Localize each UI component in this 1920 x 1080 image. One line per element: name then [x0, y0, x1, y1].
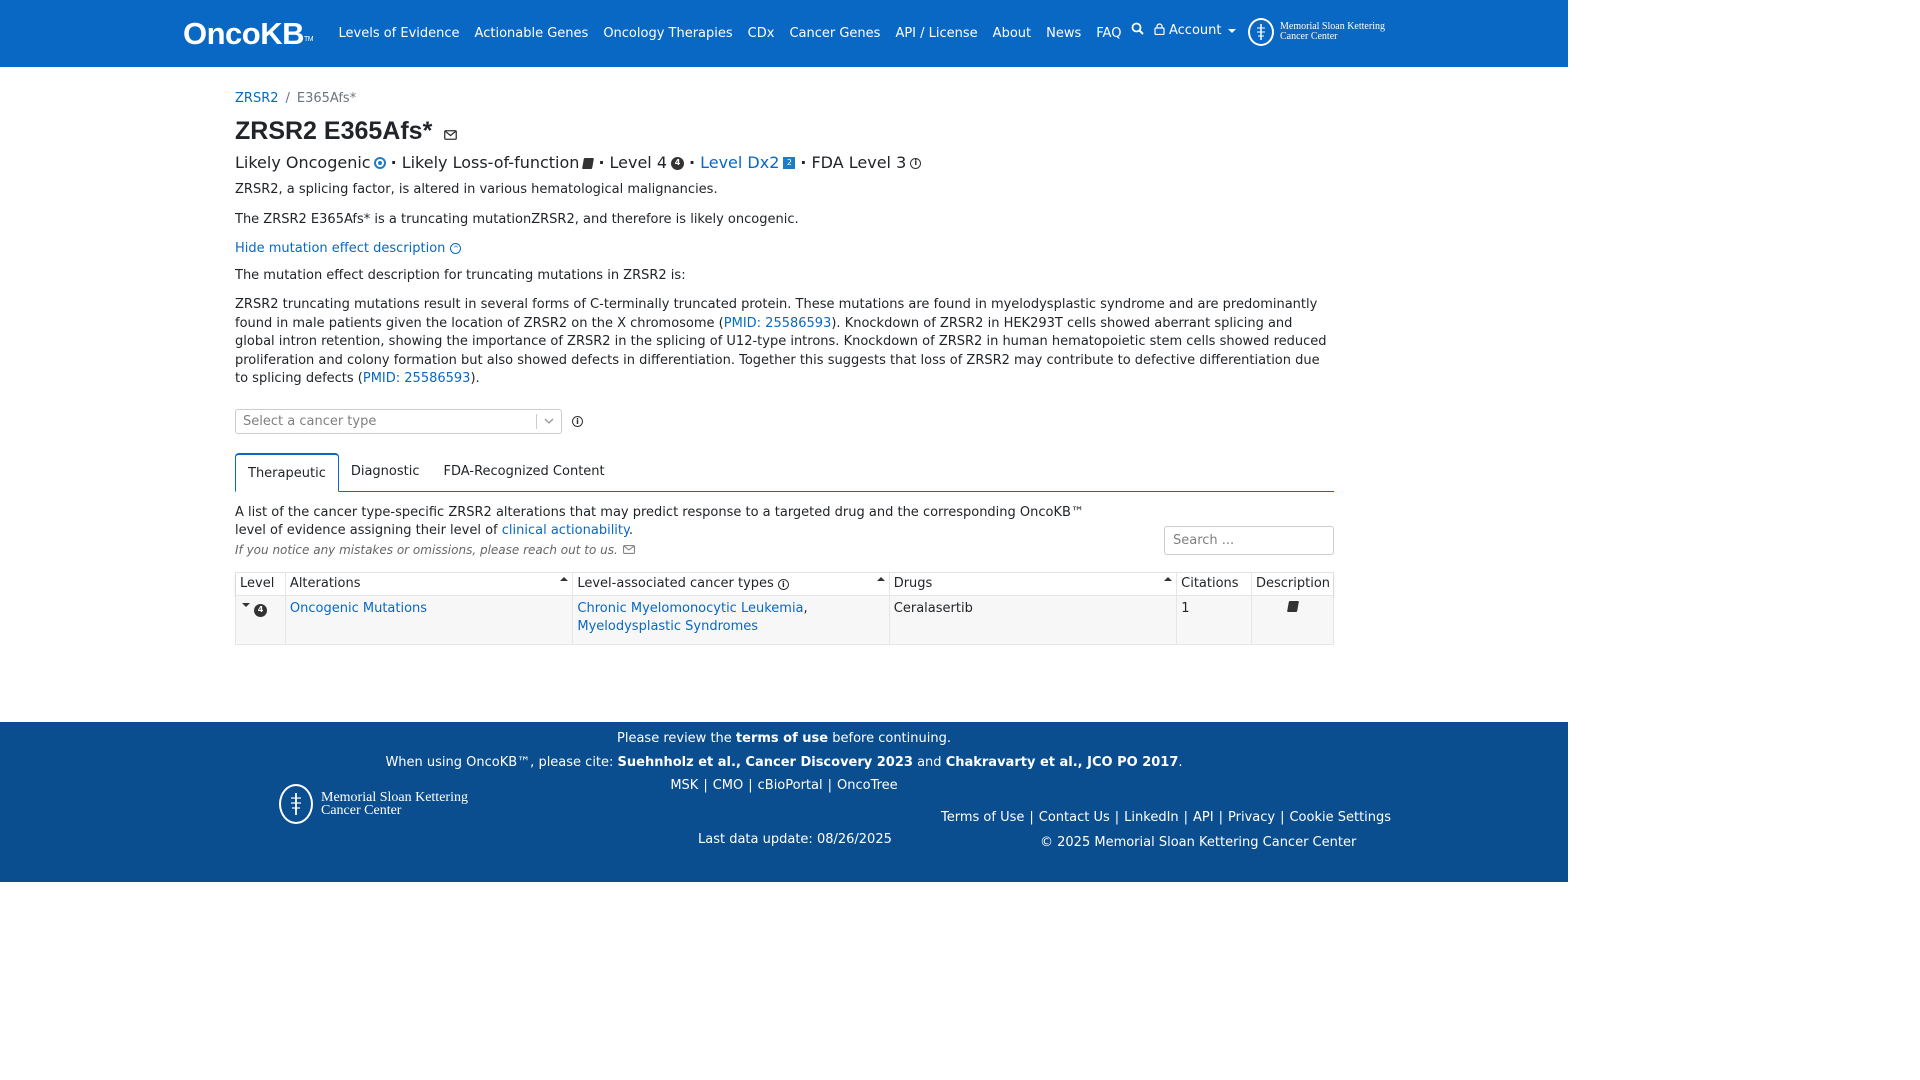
caret-down-icon: [1228, 29, 1236, 33]
info-icon[interactable]: i: [572, 416, 583, 427]
hide-mutation-effect-toggle[interactable]: Hide mutation effect description ^: [235, 241, 1334, 256]
msk-header-logo[interactable]: [1248, 18, 1385, 46]
column-header-alterations[interactable]: Alterations: [286, 573, 573, 595]
msk-footer-logo[interactable]: [279, 784, 468, 824]
clinical-actionability-link[interactable]: clinical actionability: [501, 523, 629, 539]
nav-news[interactable]: News: [1046, 26, 1082, 41]
footer-link-api[interactable]: API: [1193, 810, 1214, 825]
footer-right-links: Terms of Use | Contact Us | LinkedIn | API | Privacy | Cookie Settings: [941, 810, 1392, 825]
alteration-cell: [286, 596, 573, 644]
cancer-type-link[interactable]: Myelodysplastic Syndromes: [577, 619, 759, 635]
msk-footer-text: Memorial Sloan Kettering Cancer Center: [321, 790, 468, 818]
therapeutic-table: [235, 572, 1334, 645]
account-menu[interactable]: [1154, 23, 1236, 39]
msk-emblem-icon: [1248, 18, 1274, 46]
nav-cdx[interactable]: CDx: [747, 26, 775, 41]
table-row: [236, 596, 1333, 644]
cancer-type-link[interactable]: Chronic Myelomonocytic Leukemia: [577, 600, 804, 616]
gene-summary: ZRSR2, a splicing factor, is altered in various hematological malignancies.: [235, 182, 718, 198]
msk-header-text: Memorial Sloan Kettering Cancer Center: [1280, 21, 1385, 42]
breadcrumb: [235, 89, 1334, 109]
chevron-down-icon: [536, 414, 554, 429]
citation-link-suehnholz[interactable]: Suehnholz et al., Cancer Discovery 2023: [617, 755, 913, 770]
book-icon[interactable]: [582, 158, 594, 169]
feedback-note: If you notice any mistakes or omissions, please reach out to us.: [235, 543, 1334, 557]
book-icon[interactable]: [1287, 601, 1299, 612]
citation-link-chakravarty[interactable]: Chakravarty et al., JCO PO 2017: [945, 755, 1179, 770]
last-data-update: Last data update: 08/26/2025: [698, 832, 892, 847]
sort-asc-icon: [560, 577, 568, 581]
description-cell: [1252, 596, 1333, 644]
fda-level-label: FDA Level 3: [811, 153, 907, 173]
footer-link-cookie-settings[interactable]: Cookie Settings: [1289, 810, 1392, 825]
tab-intro: [235, 504, 1334, 561]
info-icon[interactable]: i: [910, 158, 921, 169]
top-navbar: [0, 0, 1568, 67]
breadcrumb-separator: /: [285, 91, 290, 106]
breadcrumb-gene-link[interactable]: ZRSR2: [235, 91, 279, 106]
search-icon[interactable]: [1131, 22, 1144, 39]
tab-therapeutic[interactable]: Therapeutic: [235, 453, 339, 492]
column-header-level[interactable]: Level: [236, 573, 286, 595]
diagnostic-level-link[interactable]: Level Dx2: [700, 153, 780, 173]
level-4-icon[interactable]: 4: [254, 604, 267, 617]
sort-desc-icon: [242, 603, 250, 607]
mutation-effect-label: Likely Loss-of-function: [401, 153, 580, 173]
copyright: © 2025 Memorial Sloan Kettering Cancer Center: [1040, 835, 1357, 850]
footer-link-linkedin[interactable]: LinkedIn: [1124, 810, 1179, 825]
nav-api-license[interactable]: API / License: [895, 26, 978, 41]
chevron-up-circle-icon: ^: [450, 243, 461, 254]
drug-cell: Ceralasertib: [890, 596, 1177, 644]
tab-diagnostic[interactable]: Diagnostic: [350, 463, 420, 479]
alteration-link[interactable]: Oncogenic Mutations: [289, 600, 428, 616]
variant-summary: The ZRSR2 E365Afs* is a truncating mutationZRSR2, and therefore is likely oncogenic.: [235, 212, 799, 228]
oncogenicity-label: Likely Oncogenic: [235, 153, 371, 173]
nav-about[interactable]: About: [992, 26, 1032, 41]
citations-cell[interactable]: 1: [1177, 596, 1252, 644]
mutation-effect-description: ZRSR2 truncating mutations result in several forms of C-terminally truncated protein. These mutations are found in myelodysplastic syndrome and are predominantly found in male patients given the location of ZRSR2 on the X chromosome (PMID: 25586593). Knockdown of ZRSR2 in HEK293T cells showed aberrant splicing and global intron retention, showing the importance of ZRSR2 in the splicing of U12-type introns. Knockdown of ZRSR2 in human hematopoietic stem cells showed reduced proliferation and colony formation but also showed defects in differentiation. Together this suggests that loss of ZRSR2 may contribute to defective differentiation due to splicing defects (PMID: 25586593).: [235, 297, 1327, 387]
column-header-citations[interactable]: Citations: [1177, 573, 1252, 595]
nav-levels-of-evidence[interactable]: Levels of Evidence: [338, 26, 460, 41]
oncogenic-icon[interactable]: [374, 157, 386, 169]
footer-link-cbioportal[interactable]: cBioPortal: [757, 778, 823, 793]
footer-link-cmo[interactable]: CMO: [712, 778, 744, 793]
cancer-type-select[interactable]: Select a cancer type: [235, 409, 562, 434]
user-icon: [1154, 23, 1165, 39]
column-header-description[interactable]: Description: [1255, 575, 1331, 591]
cancer-types-cell: Chronic Myelomonocytic Leukemia, Myelodysplastic Syndromes: [573, 596, 889, 644]
footer-cite-line: When using OncoKB™, please cite: Suehnholz et al., Cancer Discovery 2023 and Chakravarty et al., JCO PO 2017.: [385, 755, 1183, 770]
tab-fda-recognized-content[interactable]: FDA-Recognized Content: [443, 463, 605, 479]
tab-intro-text: A list of the cancer type-specific ZRSR2 alterations that may predict response to a targeted drug and the corresponding OncoKB™ level of evidence assigning their level of clinical actionability.: [235, 504, 1084, 539]
footer-link-oncotree[interactable]: OncoTree: [837, 778, 898, 793]
nav-oncology-therapies[interactable]: Oncology Therapies: [603, 26, 733, 41]
variant-summary-line: Likely Oncogenic · Likely Loss-of-function · Level 4 4 · Level Dx2 2 · FDA Level 3 i: [235, 152, 1334, 174]
nav-cancer-genes[interactable]: Cancer Genes: [789, 26, 881, 41]
level-4-icon[interactable]: 4: [671, 157, 684, 170]
terms-of-use-link[interactable]: terms of use: [735, 731, 829, 746]
breadcrumb-current: E365Afs*: [296, 91, 357, 106]
column-header-drugs[interactable]: Drugs: [890, 573, 1177, 595]
table-header: [236, 573, 1333, 596]
footer-link-privacy[interactable]: Privacy: [1228, 810, 1276, 825]
pmid-link[interactable]: PMID: 25586593: [723, 315, 832, 331]
footer-link-msk[interactable]: MSK: [670, 778, 699, 793]
footer-link-contact-us[interactable]: Contact Us: [1038, 810, 1110, 825]
evidence-tabs: [235, 453, 1334, 492]
therapeutic-level-label: Level 4: [609, 153, 668, 173]
oncokb-logo[interactable]: OncoKB™: [183, 16, 314, 51]
footer-link-terms-of-use[interactable]: Terms of Use: [941, 810, 1025, 825]
info-icon[interactable]: i: [778, 579, 789, 590]
nav-actionable-genes[interactable]: Actionable Genes: [474, 26, 589, 41]
msk-emblem-icon: [279, 784, 313, 824]
nav-right: [1131, 22, 1236, 39]
cancer-type-filter: [235, 409, 1334, 434]
mail-icon[interactable]: [623, 543, 635, 557]
sort-asc-icon: [877, 577, 885, 581]
table-search-input[interactable]: Search ...: [1164, 526, 1334, 555]
mutation-effect-intro: The mutation effect description for truncating mutations in ZRSR2 is:: [235, 268, 686, 284]
footer-terms-line: Please review the terms of use before continuing.: [617, 731, 951, 746]
footer: [0, 722, 1568, 882]
main-content: [235, 89, 1334, 645]
main-nav: [331, 24, 1129, 44]
account-label: Account: [1169, 23, 1222, 38]
pmid-link[interactable]: PMID: 25586593: [362, 371, 471, 387]
nav-faq[interactable]: FAQ: [1096, 26, 1122, 41]
column-header-cancer-types[interactable]: Level-associated cancer types i: [573, 573, 889, 595]
level-dx2-icon[interactable]: 2: [783, 157, 795, 169]
footer-partner-links: MSK | CMO | cBioPortal | OncoTree: [670, 778, 898, 793]
mail-icon[interactable]: [444, 116, 457, 148]
page-title: ZRSR2 E365Afs*: [235, 115, 1334, 148]
sort-asc-icon: [1164, 577, 1172, 581]
